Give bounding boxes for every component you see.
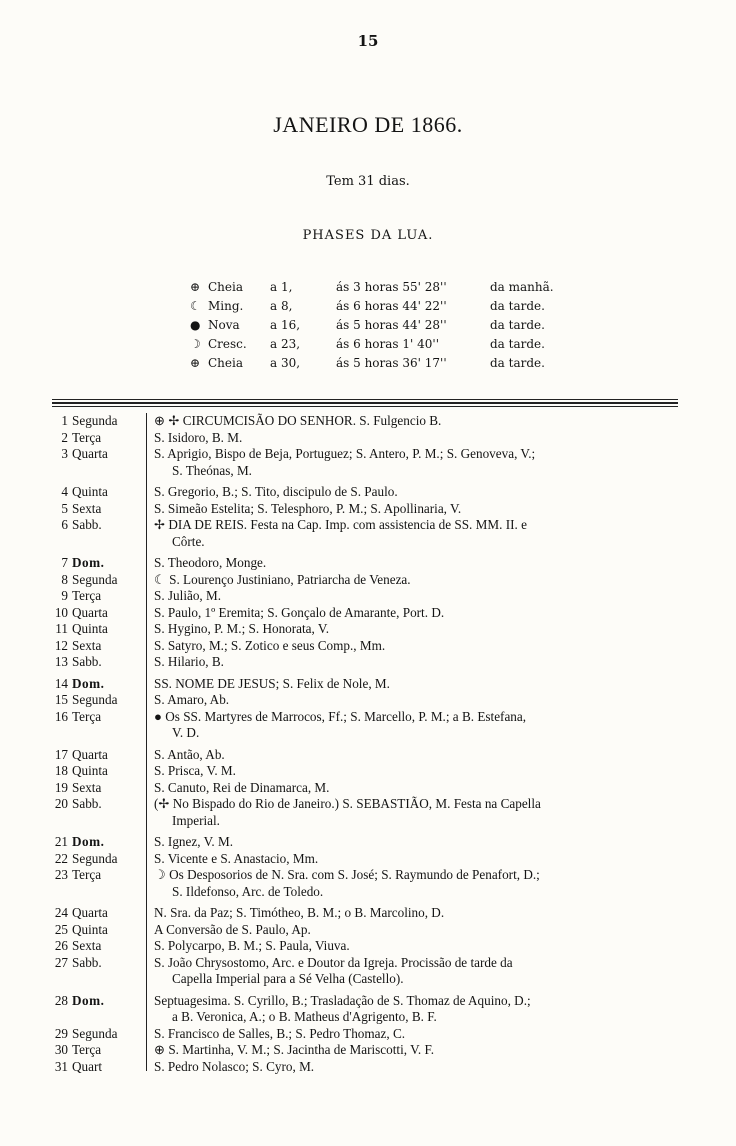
calendar-row: [52, 905, 682, 922]
phase-date: a 23,: [270, 337, 301, 351]
entry-line: S. Amaro, Ab.: [154, 692, 230, 707]
day-number: 15: [54, 692, 68, 707]
weekday: Quinta: [72, 763, 108, 778]
phase-time: ás 3 horas 55' 28'': [336, 280, 447, 294]
day-number: 7: [61, 555, 68, 570]
calendar-row: [52, 796, 682, 829]
day-number: 25: [54, 921, 68, 937]
saints-entry: [148, 572, 682, 589]
entry-continuation: Capella Imperial para a Sé Velha (Castello).: [172, 971, 404, 986]
day-number: 31: [54, 1058, 68, 1074]
phase-time: ás 6 horas 1' 40'': [336, 337, 440, 351]
calendar-row: [52, 955, 682, 988]
saints-entry: [148, 555, 682, 572]
phase-name: Ming.: [208, 299, 244, 313]
weekday: Segunda: [72, 571, 118, 587]
weekday: Sexta: [72, 500, 102, 516]
saints-entry: [148, 834, 682, 851]
entry-line: SS. NOME DE JESUS; S. Felix de Nole, M.: [154, 675, 390, 691]
entry-line: S. Ignez, V. M.: [154, 834, 234, 849]
weekday: Quarta: [72, 604, 108, 620]
weekday: Quarta: [72, 905, 108, 920]
saints-entry: [148, 654, 682, 671]
saints-entry: [148, 501, 682, 518]
phase-time: ás 5 horas 36' 17'': [336, 356, 447, 370]
weekday: Dom.: [72, 555, 105, 570]
phase-name: Nova: [208, 318, 240, 332]
calendar-row: [52, 484, 682, 501]
day-number: 5: [61, 500, 68, 516]
saints-entry: [148, 692, 682, 709]
moon-phase-icon: ⊕: [190, 280, 201, 294]
calendar-row: [52, 1042, 682, 1059]
calendar-row: [52, 517, 682, 550]
day-number: 13: [54, 654, 68, 669]
phases-title: PHASES DA LUA.: [302, 228, 434, 243]
entry-line: S. Vicente e S. Anastacio, Mm.: [154, 850, 319, 866]
calendar-row: [52, 763, 682, 780]
day-number: 26: [54, 938, 68, 953]
calendar-row: [52, 834, 682, 851]
day-number: 3: [61, 446, 68, 461]
entry-line: S. Polycarpo, B. M.; S. Paula, Viuva.: [154, 938, 350, 953]
day-number: 2: [61, 429, 68, 445]
weekday: Segunda: [72, 413, 118, 428]
day-number: 21: [54, 834, 68, 849]
day-number: 23: [54, 867, 68, 882]
phase-row: [190, 335, 554, 354]
entry-line: S. Julião, M.: [154, 588, 222, 603]
calendar-row: [52, 780, 682, 797]
moon-phase-icon: ⊕: [190, 356, 201, 370]
calendar-row: [52, 676, 682, 693]
saints-entry: [148, 955, 682, 988]
saints-entry: [148, 413, 682, 430]
calendar-row: [52, 867, 682, 900]
calendar-row: [52, 555, 682, 572]
day-number: 11: [55, 621, 68, 636]
entry-line: S. Satyro, M.; S. Zotico e seus Comp., Mm.: [154, 637, 386, 653]
weekday: Quart: [72, 1058, 103, 1074]
saints-entry: [148, 851, 682, 868]
day-number: 12: [54, 637, 68, 653]
day-number: 28: [54, 992, 68, 1008]
saints-entry: [148, 446, 682, 479]
phase-time: ás 6 horas 44' 22'': [336, 299, 447, 313]
saints-entry: [148, 676, 682, 693]
weekday: Terça: [72, 588, 102, 603]
weekday: Quinta: [72, 484, 108, 499]
entry-line: S. Prisca, V. M.: [154, 763, 236, 778]
phase-date: a 1,: [270, 280, 293, 294]
saints-entry: [148, 938, 682, 955]
day-number: 4: [61, 484, 68, 499]
entry-line: ⊕ S. Martinha, V. M.; S. Jacintha de Mariscotti, V. F.: [154, 1042, 435, 1057]
moon-phase-icon: ●: [190, 318, 201, 332]
phase-name: Cheia: [208, 356, 244, 370]
weekday: Segunda: [72, 692, 118, 707]
calendar-row: [52, 654, 682, 671]
calendar-row: [52, 1059, 682, 1076]
day-number: 29: [54, 1025, 68, 1041]
moon-phase-icon: ☽: [190, 337, 201, 351]
entry-line: ☽ Os Desposorios de N. Sra. com S. José; S. Raymundo de Penafort, D.;: [154, 867, 540, 882]
saints-entry: [148, 709, 682, 742]
phase-row: [190, 354, 554, 373]
phase-time: ás 5 horas 44' 28'': [336, 318, 447, 332]
entry-line: S. Hygino, P. M.; S. Honorata, V.: [154, 621, 330, 636]
day-number: 20: [54, 796, 68, 811]
entry-continuation: V. D.: [172, 725, 200, 740]
day-number: 19: [54, 779, 68, 795]
weekday: Terça: [72, 1042, 102, 1057]
calendar-row: [52, 413, 682, 430]
phase-row: [190, 316, 554, 335]
day-number: 6: [61, 517, 68, 532]
day-number: 14: [54, 675, 68, 691]
calendar-row: [52, 851, 682, 868]
calendar-row: [52, 572, 682, 589]
phase-period: da manhã.: [490, 280, 554, 294]
entry-line: S. Theodoro, Monge.: [154, 555, 267, 570]
saints-entry: [148, 1026, 682, 1043]
day-number: 9: [61, 588, 68, 603]
weekday: Sexta: [72, 779, 102, 795]
entry-line: ✢ DIA DE REIS. Festa na Cap. Imp. com assistencia de SS. MM. II. e: [154, 517, 527, 532]
entry-continuation: Côrte.: [172, 533, 205, 549]
weekday: Quinta: [72, 921, 108, 937]
phase-period: da tarde.: [490, 337, 545, 351]
weekday: Sexta: [72, 637, 102, 653]
entry-line: ● Os SS. Martyres de Marrocos, Ff.; S. Marcello, P. M.; a B. Estefana,: [154, 708, 527, 724]
weekday: Sabb.: [72, 954, 102, 970]
weekday: Sexta: [72, 938, 102, 953]
saints-entry: [148, 747, 682, 764]
weekday: Terça: [72, 867, 102, 882]
divider: [52, 402, 678, 404]
divider: [52, 399, 678, 400]
entry-continuation: a B. Veronica, A.; o B. Matheus d'Agrigento, B. F.: [172, 1009, 437, 1024]
day-number: 8: [61, 571, 68, 587]
saints-entry: [148, 780, 682, 797]
entry-line: S. Francisco de Salles, B.; S. Pedro Thomaz, C.: [154, 1025, 406, 1041]
saints-entry: [148, 922, 682, 939]
entry-continuation: S. Ildefonso, Arc. de Toledo.: [172, 883, 324, 899]
calendar-row: [52, 588, 682, 605]
calendar-row: [52, 692, 682, 709]
calendar-row: [52, 993, 682, 1026]
saints-entry: [148, 484, 682, 501]
phase-name: Cheia: [208, 280, 244, 294]
day-number: 17: [54, 746, 68, 762]
entry-line: N. Sra. da Paz; S. Timótheo, B. M.; o B. Marcolino, D.: [154, 905, 445, 920]
calendar-row: [52, 621, 682, 638]
calendar-row: [52, 446, 682, 479]
phase-period: da tarde.: [490, 318, 545, 332]
entry-continuation: S. Theónas, M.: [172, 462, 252, 478]
calendar-row: [52, 605, 682, 622]
day-number: 10: [54, 604, 68, 620]
entry-line: (✢ No Bispado do Rio de Janeiro.) S. SEBASTIÃO, M. Festa na Capella: [154, 796, 541, 811]
entry-line: S. Pedro Nolasco; S. Cyro, M.: [154, 1058, 315, 1074]
saints-entry: [148, 1059, 682, 1076]
saints-entry: [148, 796, 682, 829]
calendar-row: [52, 922, 682, 939]
phase-date: a 30,: [270, 356, 301, 370]
day-number: 27: [54, 954, 68, 970]
moon-phase-icon: ☾: [190, 299, 201, 313]
weekday: Quarta: [72, 746, 108, 762]
weekday: Sabb.: [72, 654, 102, 669]
weekday: Quarta: [72, 446, 108, 461]
weekday: Sabb.: [72, 517, 102, 532]
saints-entry: [148, 517, 682, 550]
phase-date: a 8,: [270, 299, 293, 313]
weekday: Quinta: [72, 621, 108, 636]
calendar-row: [52, 709, 682, 742]
weekday: Terça: [72, 708, 102, 724]
calendar-row: [52, 501, 682, 518]
phase-row: [190, 278, 554, 297]
phase-date: a 16,: [270, 318, 301, 332]
days-count: Tem 31 dias.: [326, 174, 410, 189]
moon-phases: [190, 278, 554, 373]
weekday: Terça: [72, 429, 102, 445]
calendar-row: [52, 938, 682, 955]
calendar-table: [52, 413, 682, 1075]
weekday: Segunda: [72, 1025, 118, 1041]
weekday: Segunda: [72, 850, 118, 866]
divider: [52, 406, 678, 407]
saints-entry: [148, 763, 682, 780]
calendar-row: [52, 430, 682, 447]
day-number: 1: [61, 413, 68, 428]
saints-entry: [148, 993, 682, 1026]
day-number: 30: [54, 1042, 68, 1057]
calendar-row: [52, 638, 682, 655]
day-number: 24: [54, 905, 68, 920]
phase-period: da tarde.: [490, 299, 545, 313]
entry-line: S. Aprigio, Bispo de Beja, Portuguez; S. Antero, P. M.; S. Genoveva, V.;: [154, 446, 536, 461]
day-number: 18: [54, 763, 68, 778]
saints-entry: [148, 867, 682, 900]
entry-line: S. Hilario, B.: [154, 654, 224, 669]
weekday: Dom.: [72, 992, 105, 1008]
phase-name: Cresc.: [208, 337, 247, 351]
saints-entry: [148, 1042, 682, 1059]
calendar-row: [52, 1026, 682, 1043]
entry-line: S. Canuto, Rei de Dinamarca, M.: [154, 779, 330, 795]
entry-continuation: Imperial.: [172, 812, 220, 828]
saints-entry: [148, 905, 682, 922]
phase-period: da tarde.: [490, 356, 545, 370]
entry-line: ☾ S. Lourenço Justiniano, Patriarcha de Veneza.: [154, 571, 411, 587]
entry-line: Septuagesima. S. Cyrillo, B.; Trasladação de S. Thomaz de Aquino, D.;: [154, 992, 531, 1008]
entry-line: S. Isidoro, B. M.: [154, 429, 243, 445]
entry-line: S. Gregorio, B.; S. Tito, discipulo de S. Paulo.: [154, 484, 398, 499]
saints-entry: [148, 588, 682, 605]
weekday: Dom.: [72, 675, 105, 691]
page-number: 15: [357, 32, 379, 50]
entry-line: S. João Chrysostomo, Arc. e Doutor da Igreja. Procissão de tarde da: [154, 954, 513, 970]
entry-line: S. Paulo, 1º Eremita; S. Gonçalo de Amarante, Port. D.: [154, 604, 445, 620]
page-title: JANEIRO DE 1866.: [273, 112, 463, 137]
entry-line: ⊕ ✢ CIRCUMCISÃO DO SENHOR. S. Fulgencio B.: [154, 413, 442, 428]
saints-entry: [148, 430, 682, 447]
saints-entry: [148, 621, 682, 638]
entry-line: S. Simeão Estelita; S. Telesphoro, P. M.; S. Apollinaria, V.: [154, 500, 462, 516]
day-number: 22: [54, 850, 68, 866]
entry-line: A Conversão de S. Paulo, Ap.: [154, 921, 311, 937]
saints-entry: [148, 638, 682, 655]
phase-row: [190, 297, 554, 316]
saints-entry: [148, 605, 682, 622]
weekday: Sabb.: [72, 796, 102, 811]
entry-line: S. Antão, Ab.: [154, 746, 225, 762]
weekday: Dom.: [72, 834, 105, 849]
calendar-row: [52, 747, 682, 764]
day-number: 16: [54, 708, 68, 724]
